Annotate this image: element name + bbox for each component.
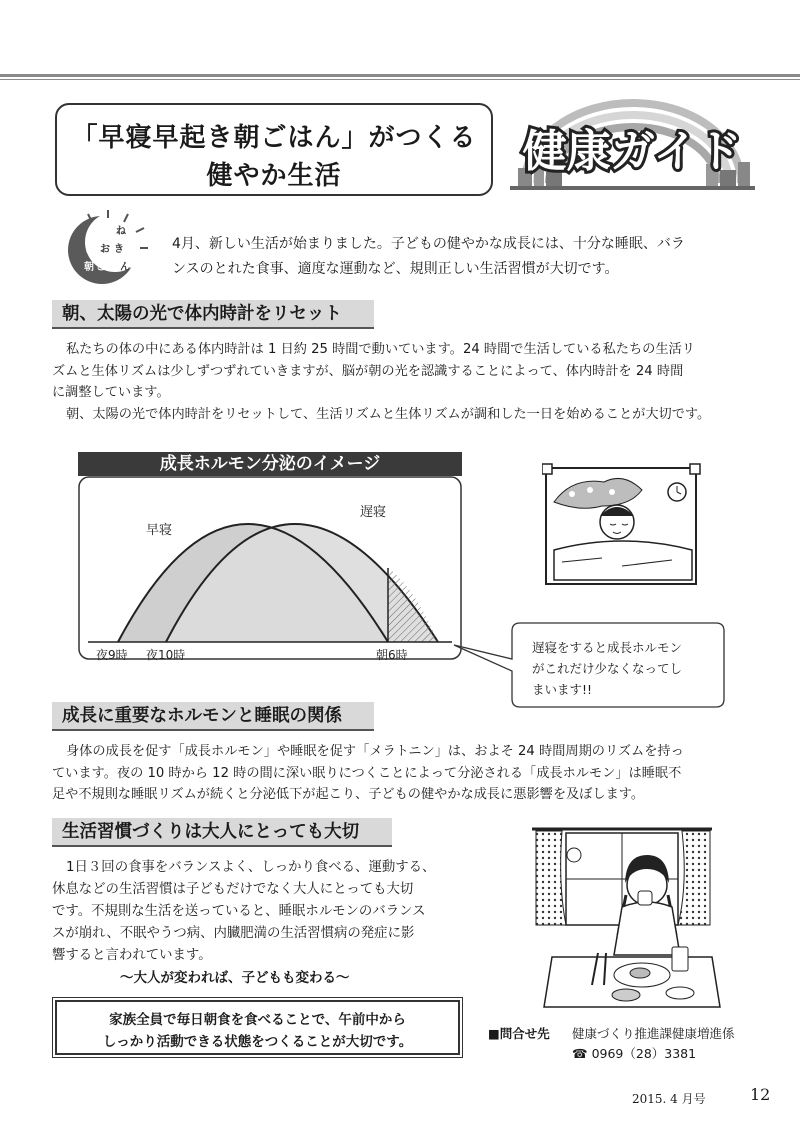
sleeping-child-icon xyxy=(542,462,702,587)
section1-heading: 朝、太陽の光で体内時計をリセット xyxy=(52,300,374,329)
label-late: 遅寝 xyxy=(360,505,387,520)
bubble-line3: まいます!! xyxy=(532,682,593,697)
mark-char-1: 早 xyxy=(90,232,100,243)
section1-body xyxy=(52,339,772,425)
section2-line2: ています。夜の 10 時から 12 時の間に深い眠りにつくことによって分泌される「成長ホルモン」は睡眠不 xyxy=(52,765,682,781)
contact-label: ■問合せ先 xyxy=(488,1026,550,1041)
issue-label: 2015. 4 月号 xyxy=(632,1092,706,1106)
section1-line4: 朝、太陽の光で体内時計をリセットして、生活リズムと生体リズムが調和した一日を始めることが大切です。 xyxy=(66,406,711,422)
rainbow-city-icon xyxy=(510,98,755,193)
mark-char-3: 早 xyxy=(86,246,96,257)
hormone-chart xyxy=(78,476,462,668)
campaign-mark xyxy=(60,208,155,288)
article-title-line2: 健やか生活 xyxy=(206,161,342,191)
section3-line1: 1日３回の食事をバランスよく、しっかり食べる、運動する、 xyxy=(66,860,436,875)
section3-body xyxy=(52,857,477,967)
chart-svg xyxy=(78,476,462,668)
header-rule xyxy=(0,74,800,77)
intro-text xyxy=(172,232,762,282)
mark-char-4: お xyxy=(100,244,110,255)
speech-bubble-text xyxy=(532,637,712,700)
girl-breakfast-icon xyxy=(522,825,722,1015)
slogan: ～大人が変われば、子どもも変わる～ xyxy=(120,970,350,986)
page-number: 12 xyxy=(750,1085,771,1104)
breakfast-illustration xyxy=(522,825,722,1015)
intro-line1: 4月、新しい生活が始まりました。子どもの健やかな成長には、十分な睡眠、バラ xyxy=(172,236,685,252)
article-title-line1: 「早寝早起き朝ごはん」がつくる xyxy=(71,123,477,153)
mark-char-6: 朝 xyxy=(84,262,94,273)
tick-9pm: 夜9時 xyxy=(96,648,128,662)
section3-line3: です。不規則な生活を送っていると、睡眠ホルモンのバランス xyxy=(52,904,426,919)
moon-sun-icon xyxy=(60,208,155,288)
mark-char-2: ね xyxy=(116,226,126,237)
contact-phone-row xyxy=(572,1044,696,1062)
contact-dept: 健康づくり推進課健康増進係 xyxy=(572,1026,735,1041)
section3-heading: 生活習慣づくりは大人にとっても大切 xyxy=(52,818,392,847)
mark-char-9: ん xyxy=(120,262,130,273)
mark-char-8: は xyxy=(108,262,118,273)
health-guide-text: 健康ガイド xyxy=(522,126,742,177)
key-message-line1: 家族全員で毎日朝食を食べることで、午前中から xyxy=(109,1012,406,1028)
section3-line4: スが崩れ、不眠やうつ病、内臓肥満の生活習慣病の発症に影 xyxy=(52,926,415,941)
section2-body xyxy=(52,741,772,806)
chart-title: 成長ホルモン分泌のイメージ xyxy=(78,452,462,476)
phone-icon: ☎ xyxy=(572,1046,588,1061)
section2-heading: 成長に重要なホルモンと睡眠の関係 xyxy=(52,702,374,731)
key-message-line2: しっかり活動できる状態をつくることが大切です。 xyxy=(102,1034,413,1050)
article-title-box xyxy=(55,103,493,196)
section3-line5: 響すると言われています。 xyxy=(52,948,212,963)
header-rule-thin xyxy=(0,79,800,80)
sleeping-child-illustration xyxy=(542,462,702,587)
section1-line1: 私たちの体の中にある体内時計は 1 日約 25 時間で動いています。24 時間で生活している私たちの生活リ xyxy=(66,342,695,357)
tick-10pm: 夜10時 xyxy=(146,648,186,662)
key-message-box xyxy=(55,1000,460,1055)
mark-char-5: き xyxy=(114,244,124,255)
section1-line2: ズムと生体リズムは少しずつずれていきますが、脳が朝の光を認識することによって、体内時計を 24 時間 xyxy=(52,363,684,379)
contact-phone: 0969（28）3381 xyxy=(591,1046,697,1061)
section1-line3: に調整しています。 xyxy=(52,385,170,400)
section2-line3: 足や不規則な睡眠リズムが続くと分泌低下が起こり、子どもの健やかな成長に悪影響を及ぼします。 xyxy=(52,787,645,802)
section3-line2: 休息などの生活習慣は子どもだけでなく大人にとっても大切 xyxy=(52,882,414,897)
bubble-line1: 遅寝をすると成長ホルモン xyxy=(532,640,683,655)
mark-char-7: ご xyxy=(96,262,106,273)
bubble-line2: がこれだけ少なくなってし xyxy=(532,661,683,676)
tick-6am: 朝6時 xyxy=(376,648,408,662)
section2-line1: 身体の成長を促す「成長ホルモン」や睡眠を促す「メラトニン」は、およそ 24 時間周期のリズムを持っ xyxy=(66,744,684,759)
intro-line2: ンスのとれた食事、適度な運動など、規則正しい生活習慣が大切です。 xyxy=(172,261,619,277)
label-early: 早寝 xyxy=(146,523,173,538)
health-guide-logo xyxy=(510,98,755,193)
